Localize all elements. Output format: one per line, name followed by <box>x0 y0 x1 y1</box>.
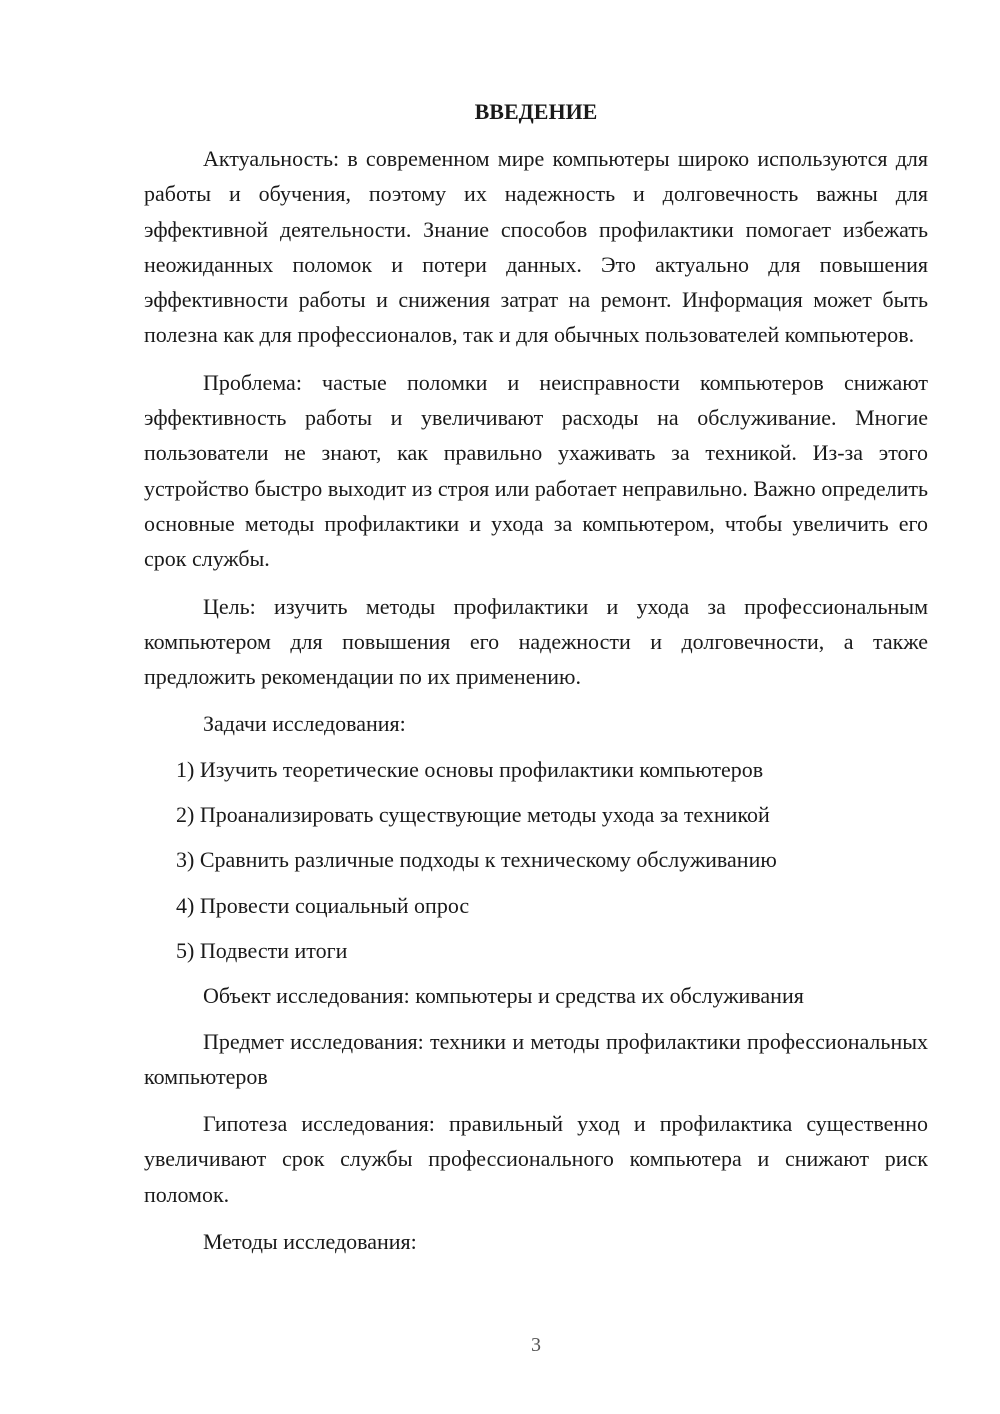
problem-paragraph: Проблема: частые поломки и неисправности компьютеров снижают эффективность работы и увеличивают расходы на обслуживание. Многие пользователи не знают, как правильно ухаживать за техникой. Из-за этого устройство быстро выходит из строя или работает неправильно. Важно определить основные методы профилактики и ухода за компьютером, чтобы увеличить его срок службы. <box>144 369 928 572</box>
page-number: 3 <box>531 1334 541 1356</box>
page-content <box>144 94 928 1259</box>
object-paragraph: Объект исследования: компьютеры и средства их обслуживания <box>203 983 804 1009</box>
list-item: 5) Подвести итоги <box>176 937 348 963</box>
tasks-list <box>144 752 928 978</box>
list-item: 2) Проанализировать существующие методы ухода за техникой <box>176 802 770 828</box>
relevance-paragraph: Актуальность: в современном мире компьютеры широко используются для работы и обучения, поэтому их надежность и долговечность важны для эффективной деятельности. Знание способов профилактики помогает избежать неожиданных поломок и потери данных. Это актуально для повышения эффективности работы и снижения затрат на ремонт. Информация может быть полезна как для профессионалов, так и для обычных пользователей компьютеров. <box>144 146 928 348</box>
section-heading: ВВЕДЕНИЕ <box>474 99 598 124</box>
tasks-heading: Задачи исследования: <box>203 711 406 737</box>
list-item: 4) Провести социальный опрос <box>176 892 470 918</box>
hypothesis-paragraph: Гипотеза исследования: правильный уход и профилактика существенно увеличивают срок службы профессионального компьютера и снижают риск поломок. <box>144 1111 928 1207</box>
methods-heading: Методы исследования: <box>203 1229 417 1255</box>
list-item: 1) Изучить теоретические основы профилактики компьютеров <box>176 756 764 782</box>
goal-paragraph: Цель: изучить методы профилактики и ухода за профессиональным компьютером для повышения его надежности и долговечности, а также предложить рекомендации по их применению. <box>144 593 928 690</box>
list-item: 3) Сравнить различные подходы к техническому обслуживанию <box>176 847 777 873</box>
subject-paragraph: Предмет исследования: техники и методы профилактики профессиональных компьютеров <box>144 1028 928 1089</box>
